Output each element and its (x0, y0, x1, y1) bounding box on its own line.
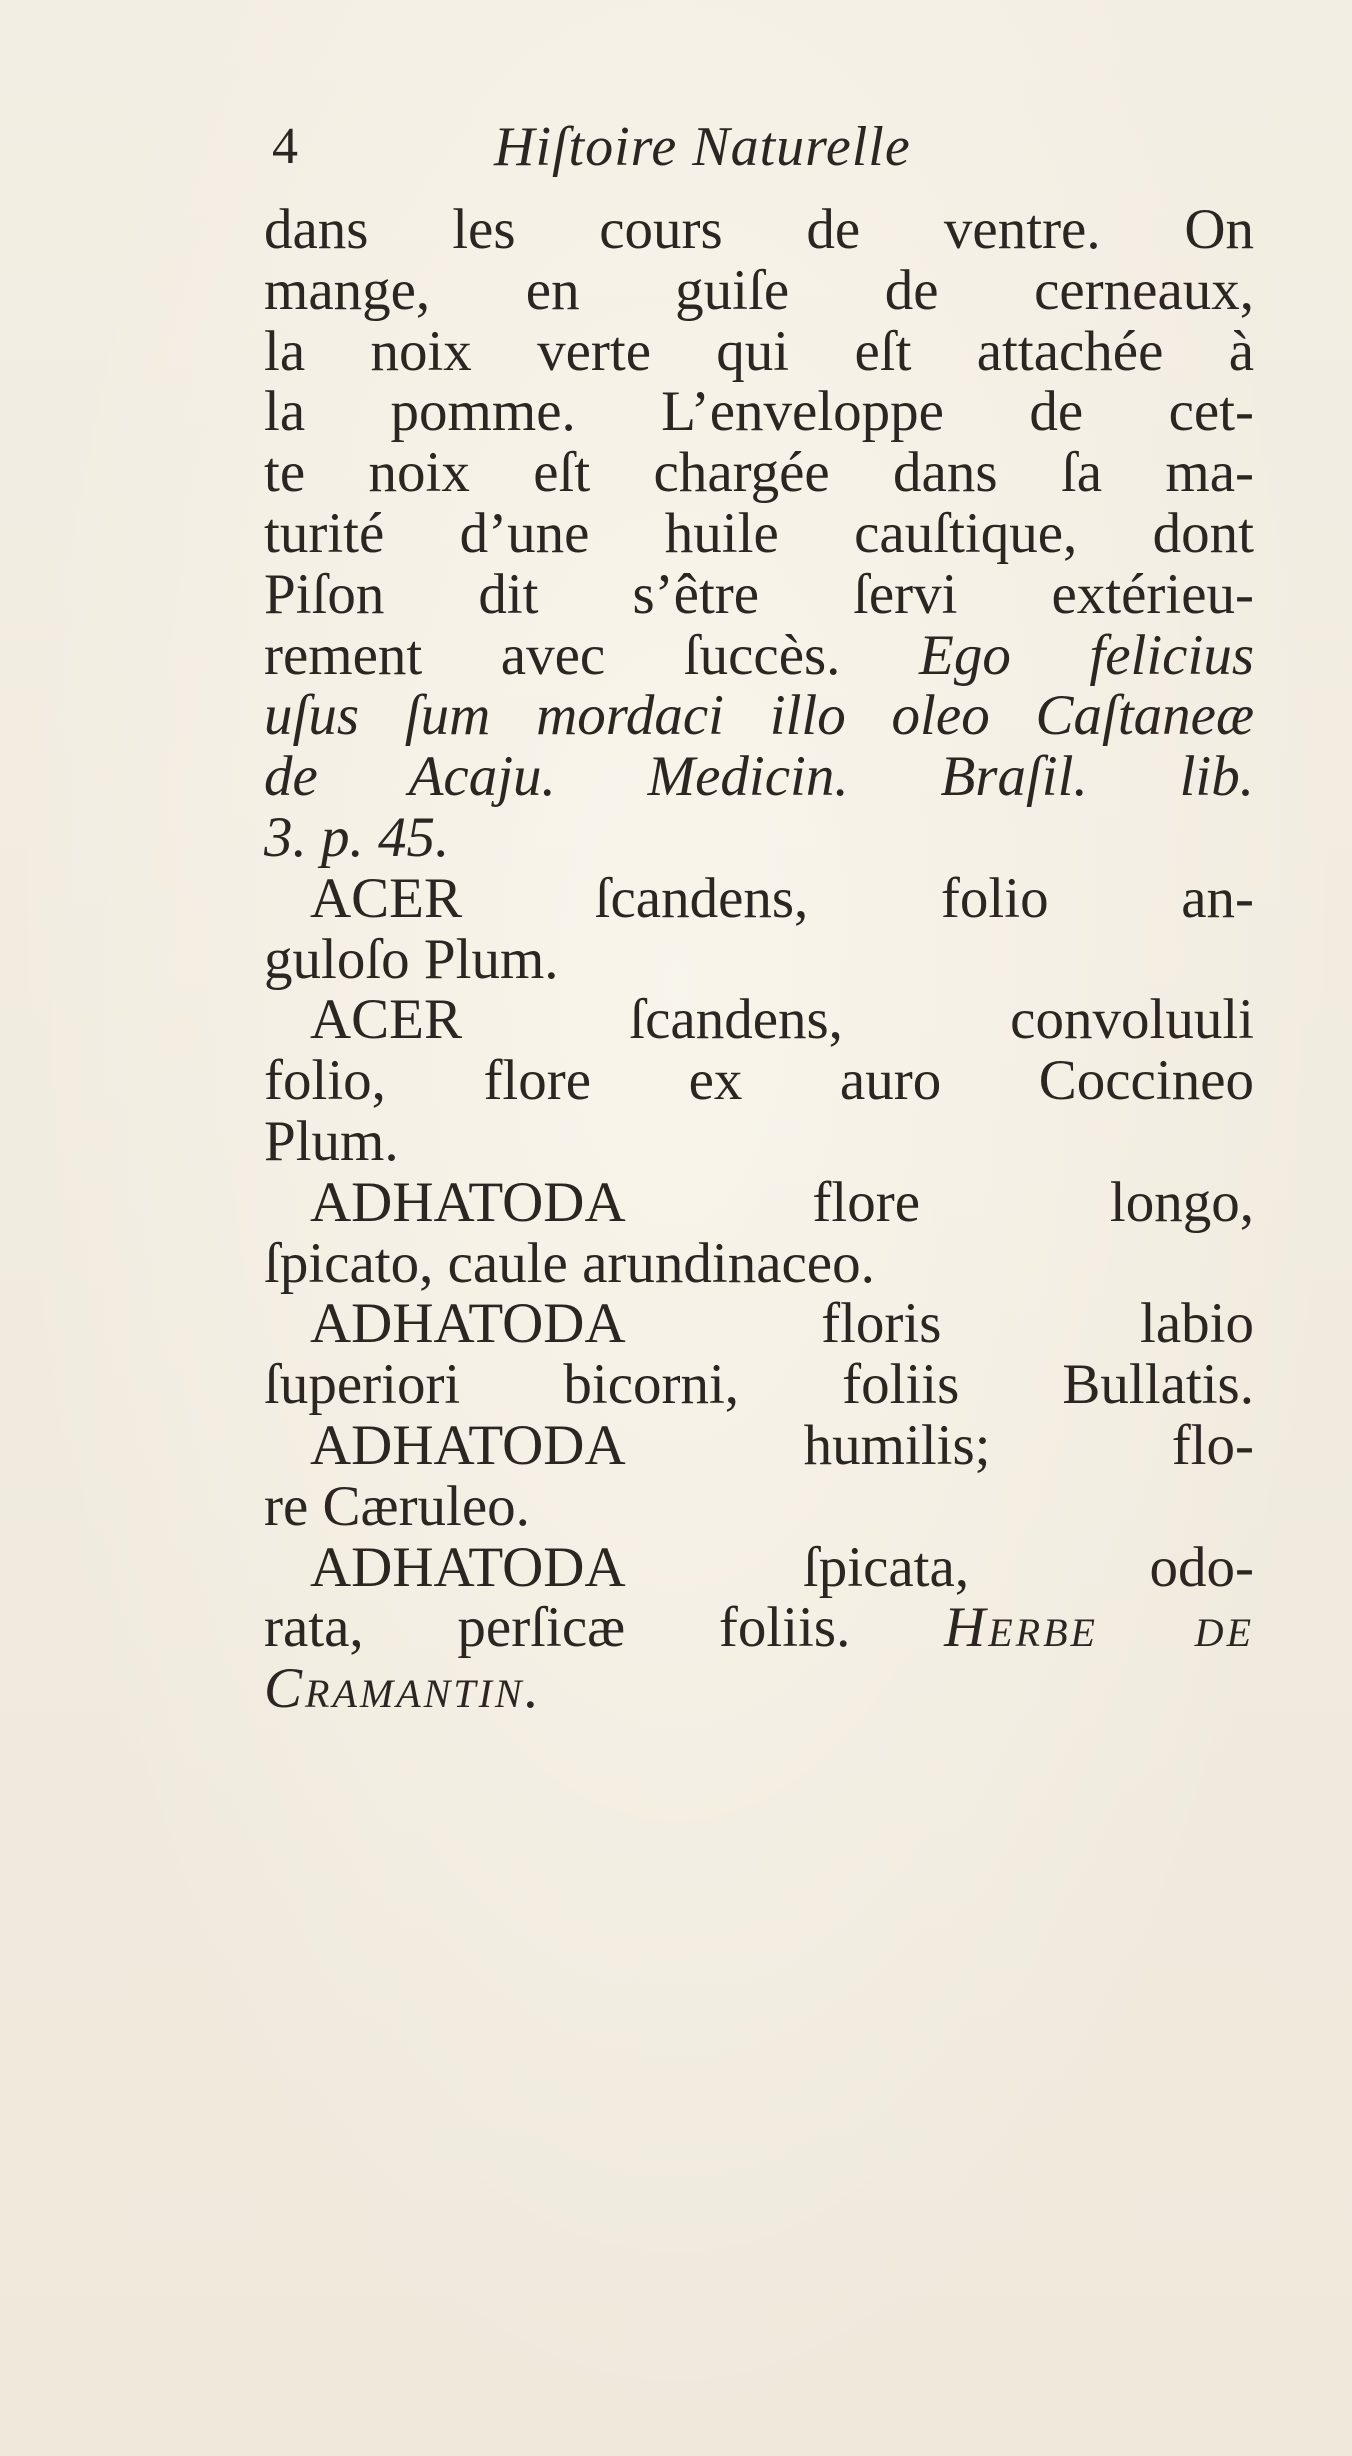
text-line: guloſo Plum. (264, 927, 559, 991)
text-line: mange, en guiſe de cerneaux, (264, 258, 1254, 322)
body-text (264, 200, 1254, 1720)
entry-heading: ACER ſcandens, folio an- (310, 866, 1254, 930)
text-line: la pomme. L’enveloppe de cet- (264, 380, 1254, 444)
entry-heading: ADHATODA flore longo, (310, 1170, 1254, 1234)
text-line: Plum. (264, 1109, 399, 1173)
text-line: folio, flore ex auro Coccineo (264, 1049, 1254, 1113)
citation-reference: 3. p. 45. (264, 805, 450, 869)
page-number: 4 (272, 118, 298, 175)
text-roman: rement avec ſuccès. (264, 623, 841, 687)
page-header (272, 112, 1032, 182)
text-roman: rata, perſicæ foliis. (264, 1596, 851, 1660)
text-line: la noix verte qui eſt attachée à (264, 319, 1254, 383)
latin-quotation-line: de Acaju. Medicin. Braſil. lib. (264, 745, 1254, 809)
entry-heading: ADHATODA ſpicata, odo- (310, 1535, 1254, 1599)
text-line (264, 623, 1254, 687)
text-line: te noix eſt chargée dans ſa ma- (264, 441, 1254, 505)
latin-quotation-line: uſus ſum mordaci illo oleo Caſtaneæ (264, 684, 1254, 748)
text-line: re Cæruleo. (264, 1474, 530, 1538)
latin-quotation: Ego felicius (919, 623, 1254, 687)
entry-heading: ACER ſcandens, convoluuli (310, 988, 1254, 1052)
french-name: Cramantin. (264, 1657, 542, 1721)
text-line: ſpicato, caule arundinaceo. (264, 1231, 875, 1295)
text-line: dans les cours de ventre. On (264, 198, 1254, 261)
running-title: Hiſtoire Naturelle (494, 116, 911, 178)
text-line: turité d’une huile cauſtique, dont (264, 501, 1254, 565)
text-line: Piſon dit s’être ſervi extérieu- (264, 562, 1254, 626)
entry-heading: ADHATODA floris labio (310, 1292, 1254, 1356)
french-name: Herbe de (944, 1596, 1255, 1660)
text-line: ſuperiori bicorni, foliis Bullatis. (264, 1353, 1254, 1417)
entry-heading: ADHATODA humilis; flo- (310, 1413, 1254, 1477)
text-line (264, 1598, 1254, 1659)
